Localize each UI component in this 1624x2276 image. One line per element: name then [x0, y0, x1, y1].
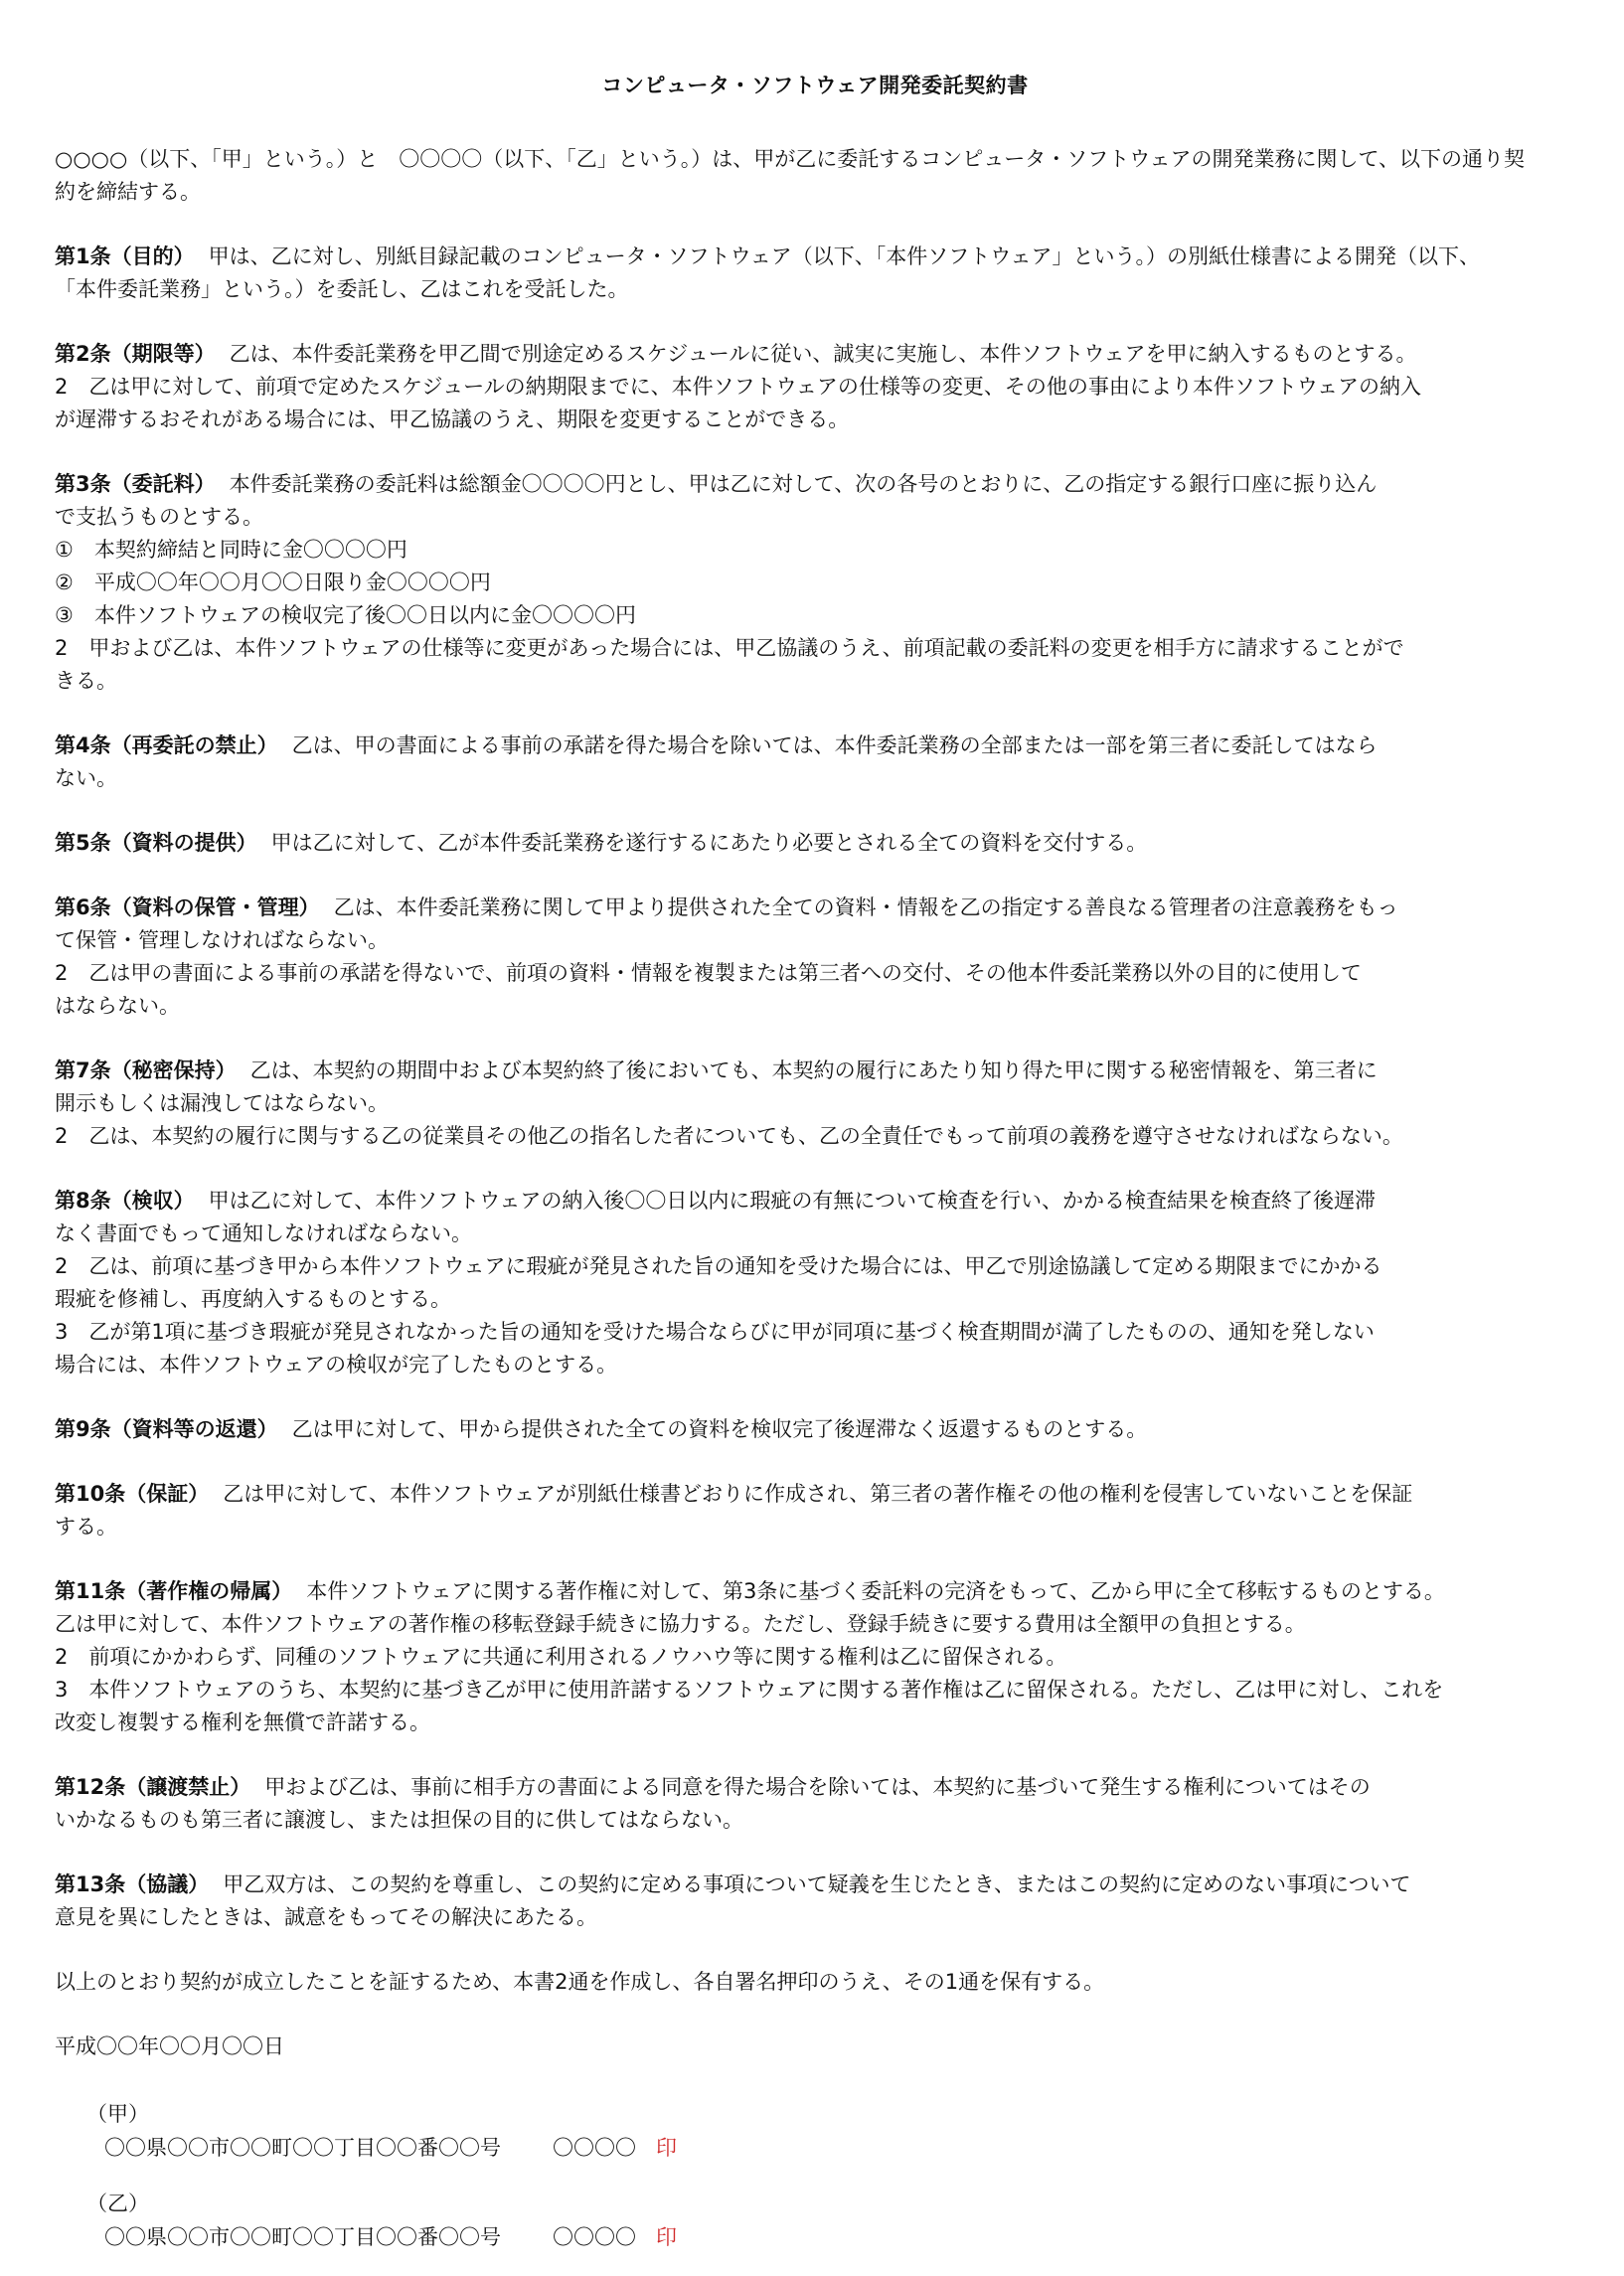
article-line	[55, 338, 1575, 371]
article	[55, 1771, 1575, 1837]
article-text: 本件委託業務の委託料は総額金〇〇〇〇円とし、甲は乙に対して、次の各号のとおりに、乙の指定する銀行口座に振り込ん	[229, 472, 1378, 496]
article	[55, 827, 1575, 860]
closing-statement	[55, 1966, 1575, 1999]
closing-line: 以上のとおり契約が成立したことを証するため、本書2通を作成し、各自署名押印のうえ、その1通を保有する。	[55, 1970, 1105, 1994]
article-line	[55, 1413, 1575, 1446]
article	[55, 892, 1575, 1023]
article-line: はならない。	[55, 994, 180, 1018]
article	[55, 1055, 1575, 1153]
article-line: 乙は甲に対して、本件ソフトウェアの著作権の移転登録手続きに協力する。ただし、登録手続きに要する費用は全額甲の負担とする。	[55, 1612, 1306, 1636]
article-text: 乙は、本契約の期間中および本契約終了後においても、本契約の履行にあたり知り得た甲に関する秘密情報を、第三者に	[249, 1058, 1378, 1082]
article-heading: 第5条（資料の提供）	[55, 831, 257, 855]
article	[55, 338, 1575, 436]
article	[55, 1185, 1575, 1382]
article	[55, 730, 1575, 795]
article-line: 2 乙は甲の書面による事前の承諾を得ないで、前項の資料・情報を複製または第三者への交付、その他本件委託業務以外の目的に使用して	[55, 961, 1362, 985]
article-text: 甲および乙は、事前に相手方の書面による同意を得た場合を除いては、本契約に基づいて発生する権利についてはその	[264, 1775, 1371, 1799]
article-heading: 第4条（再委託の禁止）	[55, 733, 278, 757]
article	[55, 468, 1575, 698]
article-line: が遅滞するおそれがある場合には、甲乙協議のうえ、期限を変更することができる。	[55, 407, 850, 431]
contract-document	[55, 70, 1575, 2276]
article-text: 本件ソフトウェアに関する著作権に対して、第3条に基づく委託料の完済をもって、乙から甲に全て移転するものとする。	[306, 1579, 1445, 1603]
party-label: （乙）	[86, 2192, 149, 2215]
article-line	[55, 827, 1575, 860]
article-line: 2 甲および乙は、本件ソフトウェアの仕様等に変更があった場合には、甲乙協議のうえ、前項記載の委託料の変更を相手方に請求することがで	[55, 636, 1404, 660]
article-heading: 第9条（資料等の返還）	[55, 1417, 278, 1441]
party-label: （甲）	[86, 2102, 149, 2126]
article-line	[55, 241, 1575, 273]
article-text: 乙は甲に対して、本件ソフトウェアが別紙仕様書どおりに作成され、第三者の著作権その他の権利を侵害していないことを保証	[223, 1482, 1413, 1506]
article-heading: 第8条（検収）	[55, 1189, 195, 1213]
party-address: 〇〇県〇〇市〇〇町〇〇丁目〇〇番〇〇号	[104, 2136, 501, 2160]
article	[55, 1869, 1575, 1934]
article-text: 甲は乙に対して、乙が本件委託業務を遂行するにあたり必要とされる全ての資料を交付する。	[270, 831, 1148, 855]
article	[55, 241, 1575, 306]
signature-block	[55, 2097, 1575, 2254]
article-heading: 第10条（保証）	[55, 1482, 210, 1506]
article-text: 乙は、本件委託業務を甲乙間で別途定めるスケジュールに従い、誠実に実施し、本件ソフトウェアを甲に納入するものとする。	[229, 342, 1417, 366]
article-text: 乙は、甲の書面による事前の承諾を得た場合を除いては、本件委託業務の全部または一部を第三者に委託してはなら	[291, 733, 1378, 757]
article-heading: 第2条（期限等）	[55, 342, 216, 366]
date-line: 平成〇〇年〇〇月〇〇日	[55, 2034, 284, 2058]
article-line: 2 前項にかかわらず、同種のソフトウェアに共通に利用されるノウハウ等に関する権利は乙に留保される。	[55, 1645, 1067, 1669]
article-line: する。	[55, 1515, 117, 1539]
party-name: 〇〇〇〇	[553, 2136, 636, 2160]
article-line	[55, 892, 1575, 924]
article-line: ない。	[55, 766, 117, 790]
article-line: て保管・管理しなければならない。	[55, 928, 389, 952]
party-address: 〇〇県〇〇市〇〇町〇〇丁目〇〇番〇〇号	[104, 2225, 501, 2249]
article-line: きる。	[55, 669, 117, 693]
seal-mark: 印	[656, 2225, 677, 2249]
party-kou	[55, 2097, 1575, 2165]
article-line	[55, 1575, 1575, 1608]
article-line	[55, 1185, 1575, 1218]
article-line: ① 本契約締結と同時に金〇〇〇〇円	[55, 538, 407, 562]
article-text: 甲は乙に対して、本件ソフトウェアの納入後〇〇日以内に瑕疵の有無について検査を行い、かかる検査結果を検査終了後遅滞	[208, 1189, 1376, 1213]
article-line	[55, 1478, 1575, 1511]
article	[55, 1478, 1575, 1544]
article-text: 乙は、本件委託業務に関して甲より提供された全ての資料・情報を乙の指定する善良なる管理者の注意義務をもっ	[333, 895, 1398, 919]
article-line	[55, 730, 1575, 762]
article-heading: 第3条（委託料）	[55, 472, 216, 496]
article-line: 2 乙は、前項に基づき甲から本件ソフトウェアに瑕疵が発見された旨の通知を受けた場合には、甲乙で別途協議して定める期限までにかかる	[55, 1254, 1382, 1278]
article-line: ② 平成〇〇年〇〇月〇〇日限り金〇〇〇〇円	[55, 570, 491, 594]
article-line: 場合には、本件ソフトウェアの検収が完了したものとする。	[55, 1353, 618, 1377]
contract-date	[55, 2031, 1575, 2063]
article-line	[55, 1869, 1575, 1901]
party-otsu	[55, 2187, 1575, 2254]
article-line: いかなるものも第三者に譲渡し、または担保の目的に供してはならない。	[55, 1808, 743, 1832]
article-heading: 第1条（目的）	[55, 244, 195, 268]
preamble-line: ○○○○（以下、「甲」という。）と 〇〇〇〇（以下、「乙」という。）は、甲が乙に委託するコンピュータ・ソフトウェアの開発業務に関して、以下の通り契	[55, 147, 1526, 171]
article	[55, 1575, 1575, 1739]
article-line: で支払うものとする。	[55, 505, 263, 529]
article-line: 意見を異にしたときは、誠意をもってその解決にあたる。	[55, 1905, 597, 1929]
article-line: ③ 本件ソフトウェアの検収完了後〇〇日以内に金〇〇〇〇円	[55, 603, 636, 627]
party-name: 〇〇〇〇	[553, 2225, 636, 2249]
article-text: 甲乙双方は、この契約を尊重し、この契約に定める事項について疑義を生じたとき、またはこの契約に定めのない事項について	[223, 1872, 1411, 1896]
article-heading: 第6条（資料の保管・管理）	[55, 895, 320, 919]
article-line: 「本件委託業務」という。）を委託し、乙はこれを受託した。	[55, 277, 629, 301]
article-heading: 第12条（譲渡禁止）	[55, 1775, 251, 1799]
article-line	[55, 1055, 1575, 1087]
article-line: 3 本件ソフトウェアのうち、本契約に基づき乙が甲に使用許諾するソフトウェアに関する著作権は乙に留保される。ただし、乙は甲に対し、これを	[55, 1678, 1444, 1702]
article-line: 改変し複製する権利を無償で許諾する。	[55, 1710, 430, 1734]
article-heading: 第7条（秘密保持）	[55, 1058, 237, 1082]
article-line: なく書面でもって通知しなければならない。	[55, 1221, 472, 1245]
seal-mark: 印	[656, 2136, 677, 2160]
article-text: 乙は甲に対して、甲から提供された全ての資料を検収完了後遅滞なく返還するものとする。	[291, 1417, 1148, 1441]
article-line: 2 乙は甲に対して、前項で定めたスケジュールの納期限までに、本件ソフトウェアの仕様等の変更、その他の事由により本件ソフトウェアの納入	[55, 375, 1421, 399]
preamble	[55, 143, 1575, 209]
article-line: 2 乙は、本契約の履行に関与する乙の従業員その他乙の指名した者についても、乙の全責任でもって前項の義務を遵守させなければならない。	[55, 1124, 1403, 1148]
article	[55, 1413, 1575, 1446]
article-line: 開示もしくは漏洩してはならない。	[55, 1091, 389, 1115]
party-address-line	[55, 2220, 1575, 2254]
article-line: 3 乙が第1項に基づき瑕疵が発見されなかった旨の通知を受けた場合ならびに甲が同項に基づく検査期間が満了したものの、通知を発しない	[55, 1320, 1375, 1344]
preamble-line: 約を締結する。	[55, 180, 201, 204]
article-line	[55, 468, 1575, 501]
articles-list	[55, 241, 1575, 1934]
article-line	[55, 1771, 1575, 1804]
article-heading: 第11条（著作権の帰属）	[55, 1579, 293, 1603]
document-title: コンピュータ・ソフトウェア開発委託契約書	[601, 74, 1029, 97]
article-line: 瑕疵を修補し、再度納入するものとする。	[55, 1287, 451, 1311]
article-heading: 第13条（協議）	[55, 1872, 210, 1896]
article-text: 甲は、乙に対し、別紙目録記載のコンピュータ・ソフトウェア（以下、「本件ソフトウェア」という。）の別紙仕様書による開発（以下、	[208, 244, 1480, 268]
party-address-line	[55, 2131, 1575, 2165]
